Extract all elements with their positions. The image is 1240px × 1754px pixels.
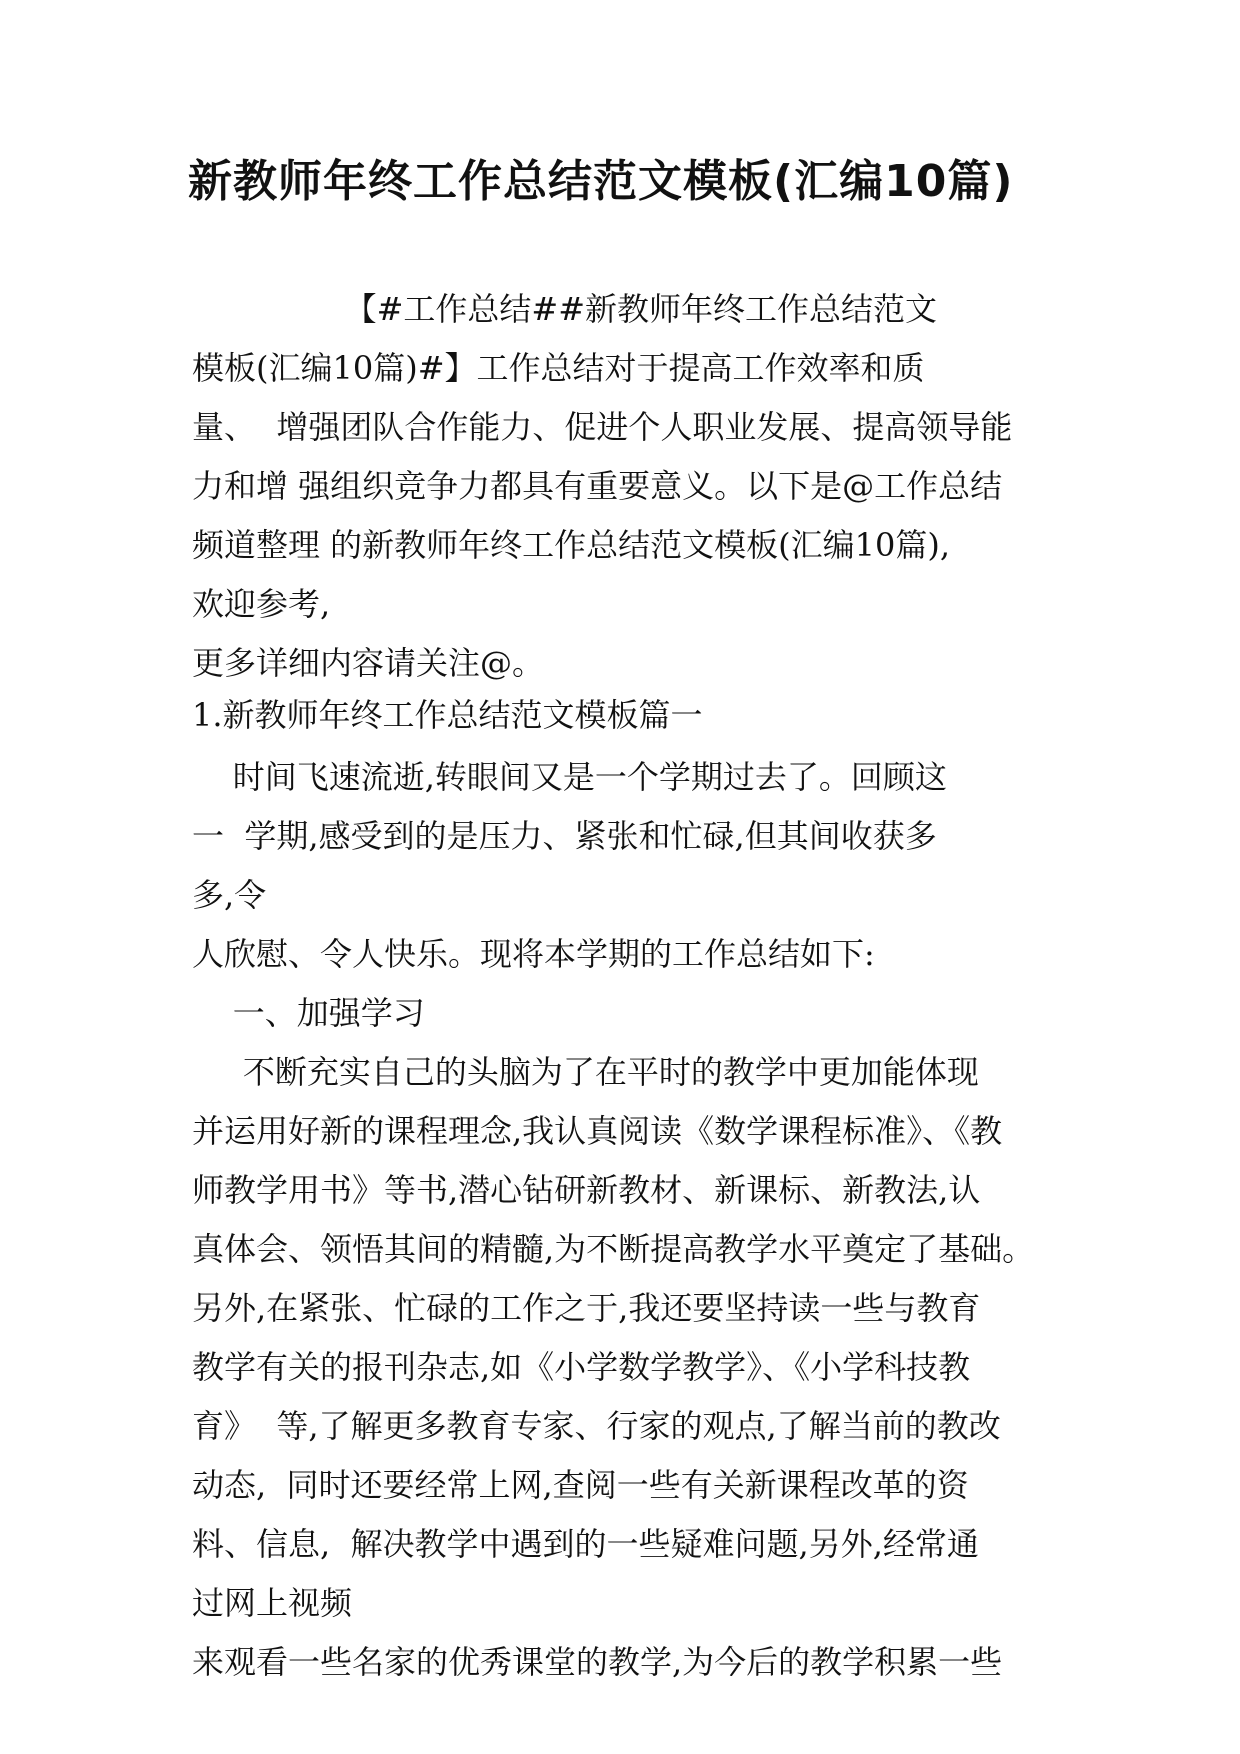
body-line: 来观看一些名家的优秀课堂的教学,为今后的教学积累一些 bbox=[192, 1643, 1003, 1681]
body-line: 师教学用书》等书,潜心钻研新教材、新课标、新教法,认 bbox=[192, 1171, 981, 1209]
body-line: 真体会、领悟其间的精髓,为不断提高教学水平奠定了基础。 bbox=[192, 1230, 1035, 1268]
body-line: 教学有关的报刊杂志,如《小学数学教学》、《小学科技教 bbox=[192, 1348, 971, 1386]
document-title: 新教师年终工作总结范文模板(汇编10篇) bbox=[188, 156, 1014, 207]
body-line: 时间飞速流逝,转眼间又是一个学期过去了。回顾这 bbox=[192, 758, 947, 796]
intro-line: 【#工作总结##新教师年终工作总结范文 bbox=[192, 290, 938, 328]
body-line: 不断充实自己的头脑为了在平时的教学中更加能体现 bbox=[192, 1053, 979, 1091]
intro-paragraph bbox=[192, 280, 1092, 693]
body-line: 人欣慰、令人快乐。现将本学期的工作总结如下: bbox=[192, 935, 875, 973]
body-line: 并运用好新的课程理念,我认真阅读《数学课程标准》、《教 bbox=[192, 1112, 1003, 1150]
subheading-line: 一、加强学习 bbox=[192, 994, 425, 1032]
section-heading: 1.新教师年终工作总结范文模板篇一 bbox=[192, 696, 703, 734]
section-body bbox=[192, 748, 1092, 1692]
body-line: 多,令 bbox=[192, 876, 267, 914]
section-heading-block bbox=[192, 686, 1092, 745]
intro-line: 更多详细内容请关注@。 bbox=[192, 644, 545, 682]
body-line: 过网上视频 bbox=[192, 1584, 353, 1622]
body-line: 育》 等,了解更多教育专家、行家的观点,了解当前的教改 bbox=[192, 1407, 1001, 1445]
intro-line: 量、 增强团队合作能力、促进个人职业发展、提高领导能 bbox=[192, 408, 1013, 446]
intro-line: 频道整理 的新教师年终工作总结范文模板(汇编10篇), bbox=[192, 526, 951, 564]
intro-line: 力和增 强组织竞争力都具有重要意义。以下是@工作总结 bbox=[192, 467, 1003, 505]
intro-line: 欢迎参考, bbox=[192, 585, 331, 623]
body-line: 一 学期,感受到的是压力、紧张和忙碌,但其间收获多 bbox=[192, 817, 937, 855]
body-line: 另外,在紧张、忙碌的工作之于,我还要坚持读一些与教育 bbox=[192, 1289, 981, 1327]
body-line: 料、信息, 解决教学中遇到的一些疑难问题,另外,经常通 bbox=[192, 1525, 979, 1563]
intro-line: 模板(汇编10篇)#】工作总结对于提高工作效率和质 bbox=[192, 349, 925, 387]
body-line: 动态, 同时还要经常上网,查阅一些有关新课程改革的资 bbox=[192, 1466, 969, 1504]
